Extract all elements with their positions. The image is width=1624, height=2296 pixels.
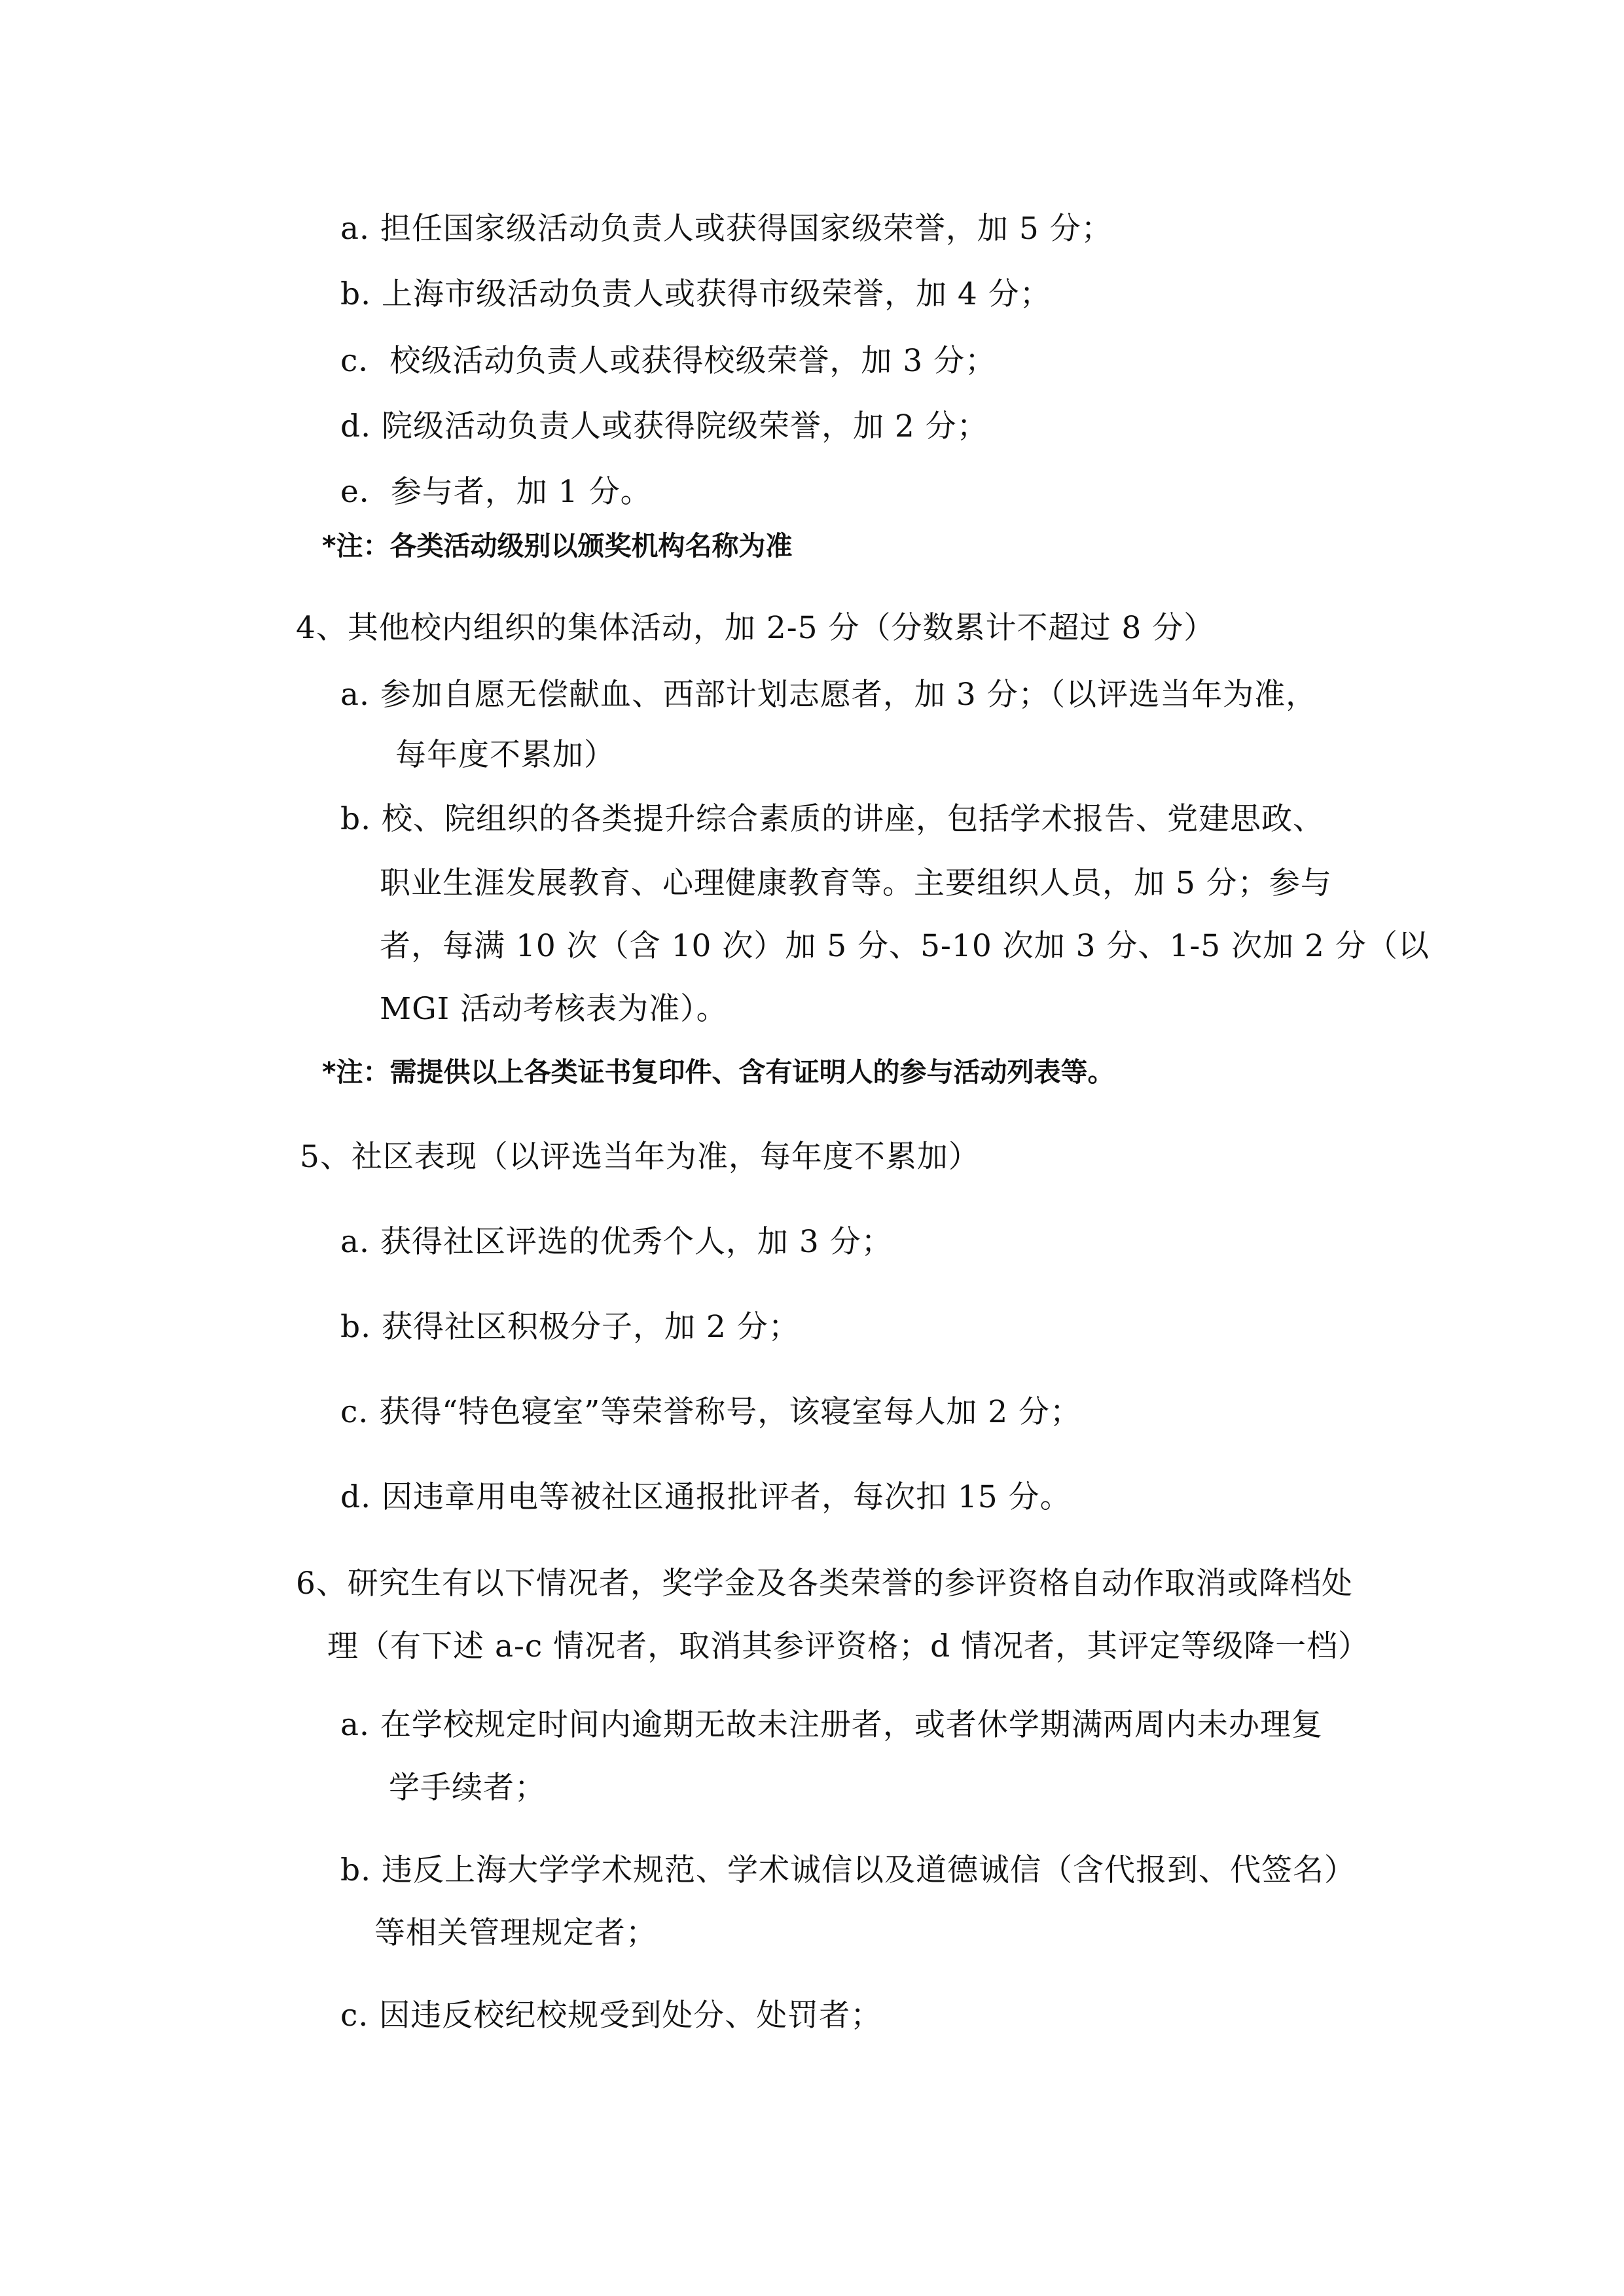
note-certificates: *注：需提供以上各类证书复印件、含有证明人的参与活动列表等。 xyxy=(322,1056,1115,1088)
s6-item-a-line1: a. 在学校规定时间内逾期无故未注册者，或者休学期满两周内未办理复 xyxy=(340,1707,1323,1743)
s6-item-a-line2: 学手续者； xyxy=(389,1770,546,1806)
s4-item-b-line1: b. 校、院组织的各类提升综合素质的讲座，包括学术报告、党建思政、 xyxy=(340,801,1324,837)
s5-heading: 5、社区表现（以评选当年为准，每年度不累加） xyxy=(300,1139,980,1175)
s5-item-c: c. 获得“特色寝室”等荣誉称号，该寝室每人加 2 分； xyxy=(340,1394,1082,1430)
s3-item-c: c．校级活动负责人或获得校级荣誉，加 3 分； xyxy=(340,343,997,379)
s6-item-c: c. 因违反校纪校规受到处分、处罚者； xyxy=(340,1998,882,2034)
s5-item-a: a. 获得社区评选的优秀个人，加 3 分； xyxy=(340,1224,893,1260)
s4-item-a-line1: a. 参加自愿无偿献血、西部计划志愿者，加 3 分；（以评选当年为准， xyxy=(340,677,1318,713)
s4-item-a-line2: 每年度不累加） xyxy=(395,737,615,773)
s6-item-b-line1: b. 违反上海大学学术规范、学术诚信以及道德诚信（含代报到、代签名） xyxy=(340,1852,1356,1888)
s4-heading: 4、其他校内组织的集体活动，加 2-5 分（分数累计不超过 8 分） xyxy=(296,610,1216,646)
s5-item-b: b. 获得社区积极分子，加 2 分； xyxy=(340,1309,800,1345)
s4-item-b-line4: MGI 活动考核表为准）。 xyxy=(380,991,728,1027)
s3-item-b: b. 上海市级活动负责人或获得市级荣誉，加 4 分； xyxy=(340,276,1051,312)
s4-item-b-line2: 职业生涯发展教育、心理健康教育等。主要组织人员，加 5 分；参与 xyxy=(380,865,1332,901)
s6-item-b-line2: 等相关管理规定者； xyxy=(374,1915,657,1951)
s3-item-a: a. 担任国家级活动负责人或获得国家级荣誉，加 5 分； xyxy=(340,211,1113,247)
s5-item-d: d. 因违章用电等被社区通报批评者，每次扣 15 分。 xyxy=(340,1479,1072,1515)
s4-item-b-line3: 者，每满 10 次（含 10 次）加 5 分、5-10 次加 3 分、1-5 次加 2 分（以 xyxy=(380,928,1430,964)
s3-item-e: e．参与者，加 1 分。 xyxy=(340,474,652,510)
s6-heading-line2: 理（有下述 a-c 情况者，取消其参评资格；d 情况者，其评定等级降一档） xyxy=(327,1628,1370,1664)
note-activity-level: *注：各类活动级别以颁奖机构名称为准 xyxy=(322,530,793,562)
s6-heading-line1: 6、研究生有以下情况者，奖学金及各类荣誉的参评资格自动作取消或降档处 xyxy=(296,1566,1353,1602)
s3-item-d: d. 院级活动负责人或获得院级荣誉，加 2 分； xyxy=(340,408,988,444)
